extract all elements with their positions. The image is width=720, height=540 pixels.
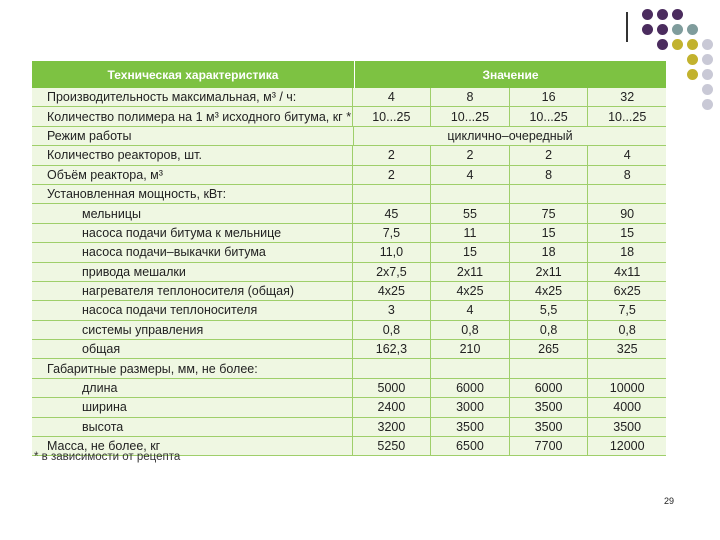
row-value: 18 bbox=[620, 245, 635, 260]
row-label: насоса подачи битума к мельнице bbox=[32, 224, 353, 242]
row-value: 325 bbox=[616, 342, 638, 357]
decorative-dot bbox=[657, 24, 668, 35]
row-value: 45 bbox=[353, 204, 432, 222]
row-value: 2 bbox=[431, 146, 510, 164]
row-value: 2x7,5 bbox=[353, 263, 432, 281]
row-label: Режим работы bbox=[32, 127, 354, 145]
row-value: 8 bbox=[431, 88, 510, 106]
row-value: 2 bbox=[510, 146, 589, 164]
decorative-vertical-line bbox=[626, 12, 628, 42]
decorative-dot bbox=[702, 69, 713, 80]
table-row bbox=[32, 224, 666, 243]
row-label: Габаритные размеры, мм, не более: bbox=[32, 359, 353, 377]
row-value: 11,0 bbox=[353, 243, 432, 261]
row-value bbox=[510, 185, 589, 203]
row-value: 10...25 bbox=[608, 109, 647, 124]
table-row bbox=[32, 243, 666, 262]
decorative-dot bbox=[642, 9, 653, 20]
row-label: системы управления bbox=[32, 321, 353, 339]
table-row bbox=[32, 398, 666, 417]
row-value: 3200 bbox=[353, 418, 432, 436]
row-label: высота bbox=[32, 418, 353, 436]
decorative-dot bbox=[687, 69, 698, 80]
row-value: 4 bbox=[623, 148, 631, 163]
row-value: 2x11 bbox=[510, 263, 589, 281]
table-row bbox=[32, 204, 666, 223]
row-label: насоса подачи теплоносителя bbox=[32, 301, 353, 319]
row-value bbox=[353, 185, 432, 203]
row-value: 75 bbox=[510, 204, 589, 222]
row-value: 5000 bbox=[353, 379, 432, 397]
row-label: мельницы bbox=[32, 204, 353, 222]
row-value: 162,3 bbox=[353, 340, 432, 358]
row-value: 8 bbox=[510, 166, 589, 184]
decorative-dot bbox=[702, 99, 713, 110]
table-row bbox=[32, 127, 666, 146]
row-value: 10...25 bbox=[431, 107, 510, 125]
table-row bbox=[32, 379, 666, 398]
row-label: Установленная мощность, кВт: bbox=[32, 185, 353, 203]
row-label: Количество реакторов, шт. bbox=[32, 146, 353, 164]
row-value: 55 bbox=[431, 204, 510, 222]
table-row bbox=[32, 88, 666, 107]
row-label: Производительность максимальная, м³ / ч: bbox=[32, 88, 353, 106]
table-row bbox=[32, 301, 666, 320]
decorative-dot bbox=[702, 39, 713, 50]
decorative-dot bbox=[657, 9, 668, 20]
table-row bbox=[32, 340, 666, 359]
row-value: 2 bbox=[353, 166, 432, 184]
decorative-dot bbox=[642, 24, 653, 35]
row-value: 210 bbox=[431, 340, 510, 358]
row-value: 90 bbox=[620, 206, 635, 221]
row-value: 12000 bbox=[609, 439, 645, 454]
row-span-value: циклично–очередный bbox=[447, 128, 573, 143]
row-value: 15 bbox=[620, 225, 635, 240]
row-value: 4000 bbox=[613, 400, 642, 415]
row-value: 0,8 bbox=[618, 322, 636, 337]
row-value: 3500 bbox=[431, 418, 510, 436]
row-value: 32 bbox=[620, 90, 635, 105]
row-label: насоса подачи–выкачки битума bbox=[32, 243, 353, 261]
row-value: 4x11 bbox=[614, 264, 641, 279]
table-body bbox=[32, 88, 666, 456]
table-row bbox=[32, 321, 666, 340]
row-value: 3500 bbox=[510, 418, 589, 436]
footnote: * в зависимости от рецепта bbox=[34, 451, 181, 463]
table-row bbox=[32, 185, 666, 204]
row-value: 0,8 bbox=[510, 321, 589, 339]
row-value: 7,5 bbox=[353, 224, 432, 242]
decorative-dot bbox=[687, 39, 698, 50]
row-value: 15 bbox=[510, 224, 589, 242]
table-row bbox=[32, 418, 666, 437]
decorative-dot bbox=[702, 84, 713, 95]
row-value: 10000 bbox=[609, 381, 645, 396]
row-value: 4x25 bbox=[510, 282, 589, 300]
row-value: 6000 bbox=[510, 379, 589, 397]
row-value: 16 bbox=[510, 88, 589, 106]
decorative-dot bbox=[672, 24, 683, 35]
table-row bbox=[32, 263, 666, 282]
page-number: 29 bbox=[664, 496, 675, 506]
header-param: Техническая характеристика bbox=[32, 61, 355, 88]
decorative-dot bbox=[657, 39, 668, 50]
table-row bbox=[32, 282, 666, 301]
row-value bbox=[353, 359, 432, 377]
row-value: 15 bbox=[431, 243, 510, 261]
row-value: 4 bbox=[431, 166, 510, 184]
decorative-dot bbox=[672, 39, 683, 50]
row-value: 2x11 bbox=[431, 263, 510, 281]
row-value: 265 bbox=[510, 340, 589, 358]
row-value: 10...25 bbox=[510, 107, 589, 125]
row-label: Количество полимера на 1 м³ исходного битума, кг * bbox=[32, 107, 353, 125]
row-value: 4x25 bbox=[353, 282, 432, 300]
row-value: 6000 bbox=[431, 379, 510, 397]
table-row bbox=[32, 146, 666, 165]
row-value: 3500 bbox=[613, 419, 642, 434]
row-label: нагревателя теплоносителя (общая) bbox=[32, 282, 353, 300]
row-value: 7,5 bbox=[618, 303, 636, 318]
row-label: Объём реактора, м³ bbox=[32, 166, 353, 184]
decorative-dot bbox=[687, 24, 698, 35]
row-value bbox=[431, 185, 510, 203]
row-label: общая bbox=[32, 340, 353, 358]
row-value: 3500 bbox=[510, 398, 589, 416]
spec-table bbox=[32, 61, 666, 456]
decorative-dot bbox=[702, 54, 713, 65]
row-value: 8 bbox=[623, 167, 631, 182]
table-row bbox=[32, 107, 666, 126]
row-value: 18 bbox=[510, 243, 589, 261]
row-label: привода мешалки bbox=[32, 263, 353, 281]
row-value bbox=[588, 359, 666, 377]
row-value: 4x25 bbox=[431, 282, 510, 300]
row-value: 0,8 bbox=[353, 321, 432, 339]
decorative-dot bbox=[672, 9, 683, 20]
row-label: длина bbox=[32, 379, 353, 397]
row-value: 0,8 bbox=[431, 321, 510, 339]
table-row bbox=[32, 359, 666, 378]
row-value: 2 bbox=[353, 146, 432, 164]
row-value: 5,5 bbox=[510, 301, 589, 319]
row-label: Масса, не более, кг bbox=[32, 437, 353, 455]
row-value: 6x25 bbox=[613, 284, 641, 299]
row-value: 4 bbox=[353, 88, 432, 106]
row-value: 7700 bbox=[510, 437, 589, 455]
table-header bbox=[32, 61, 666, 88]
row-value: 11 bbox=[431, 224, 510, 242]
table-row bbox=[32, 166, 666, 185]
row-value: 6500 bbox=[431, 437, 510, 455]
row-value: 10...25 bbox=[353, 107, 432, 125]
row-value: 5250 bbox=[353, 437, 432, 455]
header-value: Значение bbox=[482, 67, 539, 82]
row-label: ширина bbox=[32, 398, 353, 416]
row-value: 4 bbox=[431, 301, 510, 319]
row-value: 2400 bbox=[353, 398, 432, 416]
row-value: 3000 bbox=[431, 398, 510, 416]
decorative-dot bbox=[687, 54, 698, 65]
row-value: 3 bbox=[353, 301, 432, 319]
row-value bbox=[588, 185, 666, 203]
row-value bbox=[431, 359, 510, 377]
row-value bbox=[510, 359, 589, 377]
